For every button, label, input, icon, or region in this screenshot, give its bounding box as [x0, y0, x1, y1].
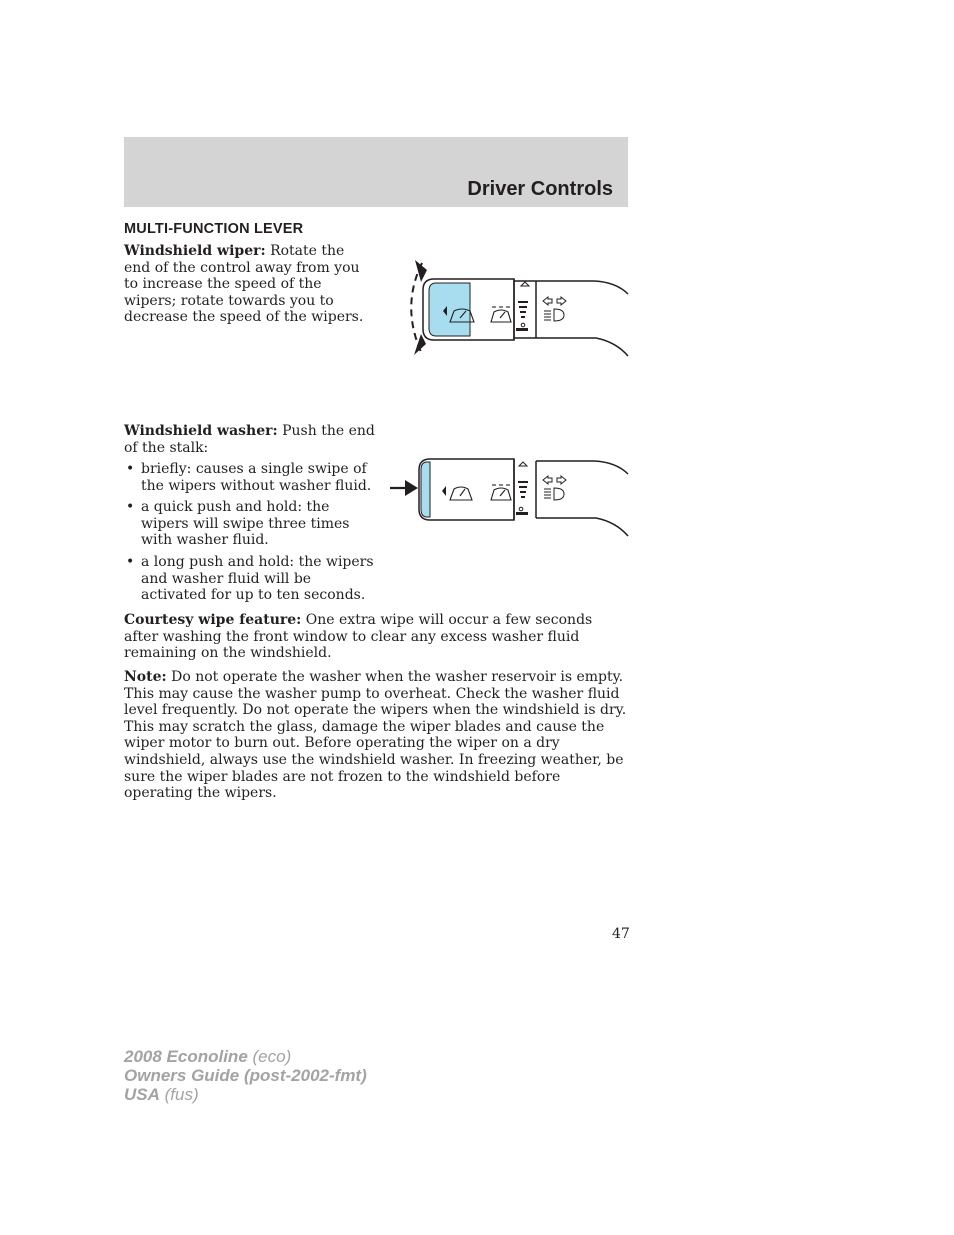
- wiper-text: Rotate the end of the control away from you to increase the speed of the wipers; rotate towards you to decrease the speed of the wipers.: [124, 243, 364, 326]
- stalk-bottom-edge: [536, 518, 628, 536]
- section-heading: MULTI-FUNCTION LEVER: [124, 221, 304, 237]
- footer-guide: Owners Guide (post-2002-fmt): [124, 1066, 367, 1085]
- header-band: [124, 137, 628, 207]
- lever-end: [419, 459, 514, 520]
- footer-model: 2008 Econoline: [124, 1047, 248, 1066]
- footer-market-code: (fus): [159, 1085, 199, 1104]
- washer-label: Windshield washer:: [124, 423, 278, 439]
- headlamp-beam-icon: [544, 488, 564, 500]
- speed-scale-icon: [516, 282, 529, 331]
- list-item: • briefly: causes a single swipe of the wipers without washer fluid.: [124, 461, 376, 494]
- stalk-bottom-edge: [514, 338, 628, 356]
- stalk-top-edge: [536, 461, 628, 474]
- wiper-push-illustration: [388, 454, 630, 540]
- turn-signal-arrows-icon: [543, 297, 566, 305]
- washer-bullet-list: [124, 461, 376, 609]
- list-item: • a long push and hold: the wipers and washer fluid will be activated for up to ten seconds.: [124, 554, 376, 604]
- page-title: Driver Controls: [467, 178, 613, 200]
- lever-tip: [421, 462, 430, 517]
- turn-signal-arrows-icon: [543, 476, 566, 484]
- list-item: • a quick push and hold: the wipers will swipe three times with washer fluid.: [124, 499, 376, 549]
- wiper-label: Windshield wiper:: [124, 243, 266, 259]
- footer: [124, 1047, 367, 1104]
- wiper-paragraph: [124, 243, 372, 326]
- courtesy-paragraph: [124, 612, 629, 662]
- washer-text: Push the end of the stalk:: [124, 423, 375, 456]
- stalk-top-edge: [514, 281, 628, 294]
- courtesy-label: Courtesy wipe feature:: [124, 612, 302, 628]
- footer-model-code: (eco): [247, 1047, 292, 1066]
- footer-market: USA: [124, 1085, 160, 1104]
- wiper-rotate-illustration: [394, 256, 630, 358]
- page-number: 47: [612, 926, 630, 942]
- push-arrow-icon: [405, 480, 418, 496]
- washer-paragraph: [124, 423, 376, 456]
- courtesy-text: One extra wipe will occur a few seconds after washing the front window to clear any excess washer fluid remaining on the windshield.: [124, 612, 593, 662]
- note-label: Note:: [124, 669, 167, 685]
- note-paragraph: [124, 669, 629, 802]
- note-text: Do not operate the washer when the washer reservoir is empty. This may cause the washer pump to overheat. Check the washer fluid level frequently. Do not operate the wipers when the windshield is dry. This may scratch the glass, damage the wiper blades and cause the wiper motor to burn out. Before operating the wiper on a dry windshield, always use the windshield washer. In freezing weather, be sure the wiper blades are not frozen to the windshield before operating the wipers.: [124, 669, 627, 802]
- headlamp-beam-icon: [544, 309, 564, 321]
- speed-scale-icon: [516, 462, 528, 515]
